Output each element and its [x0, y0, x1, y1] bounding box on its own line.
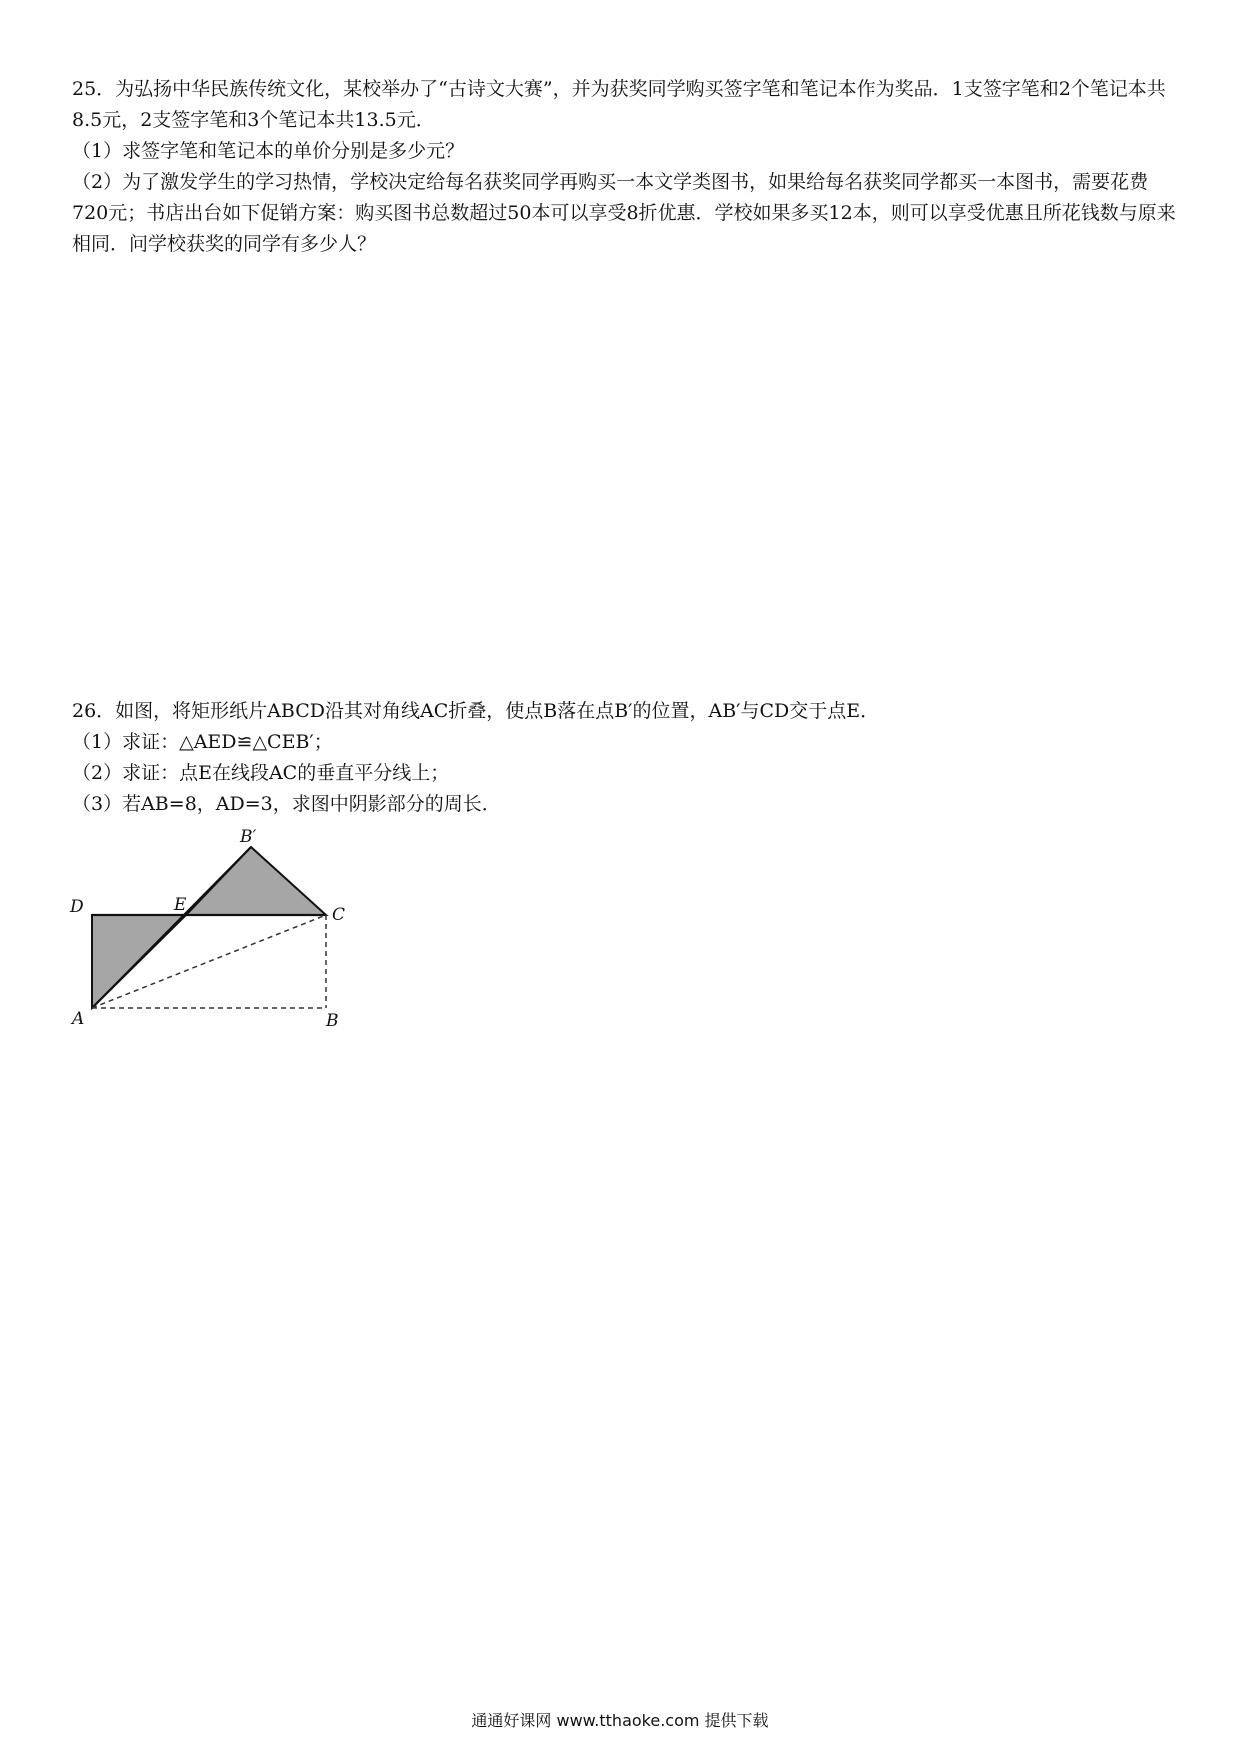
question-26-part-1: （1）求证：△AED≌△CEB′；	[72, 731, 333, 753]
folded-rectangle-figure	[60, 820, 360, 1030]
label-c: C	[332, 905, 346, 925]
label-e: E	[174, 895, 187, 915]
label-a: A	[72, 1009, 85, 1029]
label-d: D	[70, 897, 84, 917]
question-25-part-1: （1）求签字笔和笔记本的单价分别是多少元？	[72, 140, 465, 162]
page-footer: 通通好课网 www.tthaoke.com 提供下载	[471, 1711, 769, 1730]
question-25-stem: 25．为弘扬中华民族传统文化，某校举办了“古诗文大赛”，并为获奖同学购买签字笔和笔记本作为奖品．1支签字笔和2个笔记本共8.5元，2支签字笔和3个笔记本共13.5元．	[72, 78, 1166, 131]
label-b-prime: B′	[240, 827, 257, 847]
shaded-triangle-ebc	[186, 847, 326, 915]
question-26	[72, 696, 1182, 820]
question-26-part-3: （3）若AB=8，AD=3，求图中阴影部分的周长．	[72, 793, 501, 815]
question-26-part-2: （2）求证：点E在线段AC的垂直平分线上；	[72, 762, 450, 784]
label-b: B	[326, 1011, 339, 1030]
question-26-stem: 26．如图，将矩形纸片ABCD沿其对角线AC折叠，使点B落在点B′的位置，AB′与CD交于点E．	[72, 700, 880, 722]
question-25	[72, 74, 1182, 260]
question-25-part-2: （2）为了激发学生的学习热情，学校决定给每名获奖同学再购买一本文学类图书，如果给每名获奖同学都买一本图书，需要花费720元；书店出台如下促销方案：购买图书总数超过50本可以享受8折优惠．学校如果多买12本，则可以享受优惠且所花钱数与原来相同．问学校获奖的同学有多少人？	[72, 171, 1176, 255]
